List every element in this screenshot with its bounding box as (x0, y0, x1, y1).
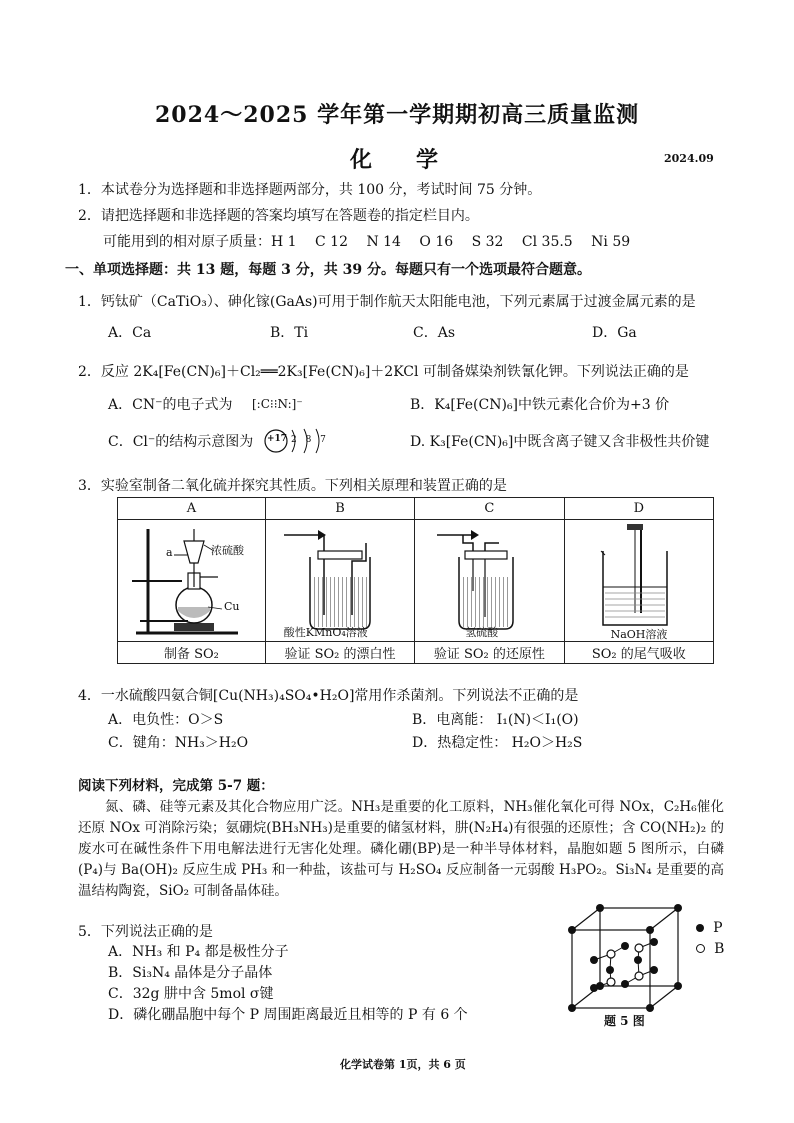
q4-option-b: B．电离能： I₁(N)＜I₁(O) (412, 712, 579, 728)
label-a: a (166, 546, 173, 559)
nucleus-charge: +17 (267, 434, 288, 444)
wash-bottle-h2s (415, 521, 563, 641)
label-conc-acid: 浓硫酸 (211, 544, 244, 557)
q2-stem: 2．反应 2K₄[Fe(CN)₆]＋Cl₂══2K₃[Fe(CN)₆]＋2KCl 可制备媒染剂铁氰化钾。下列说法正确的是 (78, 364, 689, 380)
q3-stem: 3．实验室制备二氧化硫并探究其性质。下列相关原理和装置正确的是 (78, 478, 507, 494)
label-h2s: 氢硫酸 (465, 626, 499, 639)
q1-option-c: C．As (413, 325, 456, 341)
q1-option-d: D．Ga (592, 325, 637, 341)
q5-stem: 5．下列说法正确的是 (78, 924, 213, 940)
apparatus-a (118, 520, 266, 642)
col-header-a: A (118, 498, 266, 520)
q2-option-a-formula: [:C⁝⁝N:]⁻ (252, 397, 303, 411)
legend-p-icon (696, 924, 704, 932)
q2-option-b: B．K₄[Fe(CN)₆]中铁元素化合价为+3 价 (410, 397, 670, 413)
figure-caption: 题 5 图 (604, 1014, 645, 1028)
q1-option-a: A．Ca (108, 325, 152, 341)
instruction-1: 1．本试卷分为选择题和非选择题两部分，共 100 分，考试时间 75 分钟。 (78, 182, 542, 198)
subject-title: 化 学 (350, 147, 439, 173)
legend-b-icon (696, 944, 705, 953)
reading-heading: 阅读下列材料，完成第 5-7 题： (78, 778, 274, 794)
q4-option-d: D．热稳定性： H₂O＞H₂S (412, 735, 583, 751)
chloride-ion-diagram (262, 426, 332, 456)
caption-b: 验证 SO₂ 的漂白性 (265, 642, 414, 664)
apparatus-b (265, 520, 414, 642)
legend-p (696, 917, 723, 938)
caption-c: 验证 SO₂ 的还原性 (415, 642, 564, 664)
caption-a: 制备 SO₂ (118, 642, 266, 664)
exam-date: 2024.09 (664, 152, 714, 165)
instruction-2: 2．请把选择题和非选择题的答案均填写在答题卷的指定栏目内。 (78, 208, 479, 224)
q2-option-c: C．Cl⁻的结构示意图为 (108, 434, 254, 450)
q5-option-b: B．Si₃N₄ 晶体是分子晶体 (108, 965, 273, 981)
exam-title: 2024～2025 学年第一学期期初高三质量监测 (155, 102, 640, 128)
label-kmno4: 酸性KMnO₄溶液 (283, 626, 368, 639)
q4-stem: 4．一水硫酸四氨合铜[Cu(NH₃)₄SO₄•H₂O]常用作杀菌剂。下列说法不正确的是 (78, 688, 579, 704)
apparatus-d (564, 520, 713, 642)
q5-option-c: C．32g 肼中含 5mol σ键 (108, 986, 274, 1002)
apparatus-c (415, 520, 564, 642)
legend-p-label: P (713, 920, 723, 936)
bp-unit-cell-figure (560, 904, 700, 1014)
q1-option-b: B．Ti (270, 325, 309, 341)
col-header-b: B (265, 498, 414, 520)
atomic-masses: 可能用到的相对原子质量：H 1 C 12 N 14 O 16 S 32 Cl 35.5 Ni 59 (103, 234, 631, 250)
label-naoh: NaOH溶液 (610, 628, 668, 641)
page-footer: 化学试卷第 1页，共 6 页 (340, 1058, 466, 1071)
q5-option-d: D．磷化硼晶胞中每个 P 周围距离最近且相等的 P 有 6 个 (108, 1007, 468, 1023)
label-cu: Cu (224, 600, 240, 613)
wash-bottle-kmno4 (266, 521, 414, 641)
q5-option-a: A．NH₃ 和 P₄ 都是极性分子 (108, 944, 289, 960)
col-header-d: D (564, 498, 713, 520)
q2-option-a: A．CN⁻的电子式为 (108, 397, 233, 413)
crystal-lattice-icon (560, 904, 700, 1014)
col-header-c: C (415, 498, 564, 520)
so2-generator-apparatus (118, 521, 264, 641)
q4-option-a: A．电负性：O＞S (108, 712, 224, 728)
q4-option-c: C．键角：NH₃＞H₂O (108, 735, 249, 751)
reading-text: 氮、磷、硅等元素及其化合物应用广泛。NH₃是重要的化工原料，NH₃催化氧化可得 NOx，C₂H₆催化还原 NOx 可消除污染；氨硼烷(BH₃NH₃)是重要的储氢材料，肼(N₂H₄)有很强的还原性；含 CO(NH₂)₂ 的废水可在碱性条件下用电解法进行无害化处理。磷化硼(BP)是一种半导体材料，晶胞如题 5 图所示，白磷(P₄)与 Ba(OH)₂ 反应生成 PH₃ 和一种盐，该盐可与 H₂SO₄ 反应制备一元弱酸 H₃PO₂。Si₃N₄ 是重要的高温结构陶瓷，SiO₂ 可制备晶体硅。 (78, 799, 724, 899)
caption-d: SO₂ 的尾气吸收 (564, 642, 713, 664)
q1-stem: 1．钙钛矿（CaTiO₃）、砷化镓(GaAs)可用于制作航天太阳能电池，下列元素属于过渡金属元素的是 (78, 294, 696, 310)
section-heading: 一、单项选择题：共 13 题，每题 3 分，共 39 分。每题只有一个选项最符合题意。 (65, 262, 591, 278)
electron-shells: 2 8 7 (291, 435, 329, 445)
legend-b (696, 938, 724, 959)
legend-b-label: B (714, 941, 725, 957)
beaker-naoh (565, 521, 713, 641)
q2-option-d: D. K₃[Fe(CN)₆]中既含离子键又含非极性共价键 (410, 434, 710, 450)
apparatus-table (117, 497, 714, 664)
